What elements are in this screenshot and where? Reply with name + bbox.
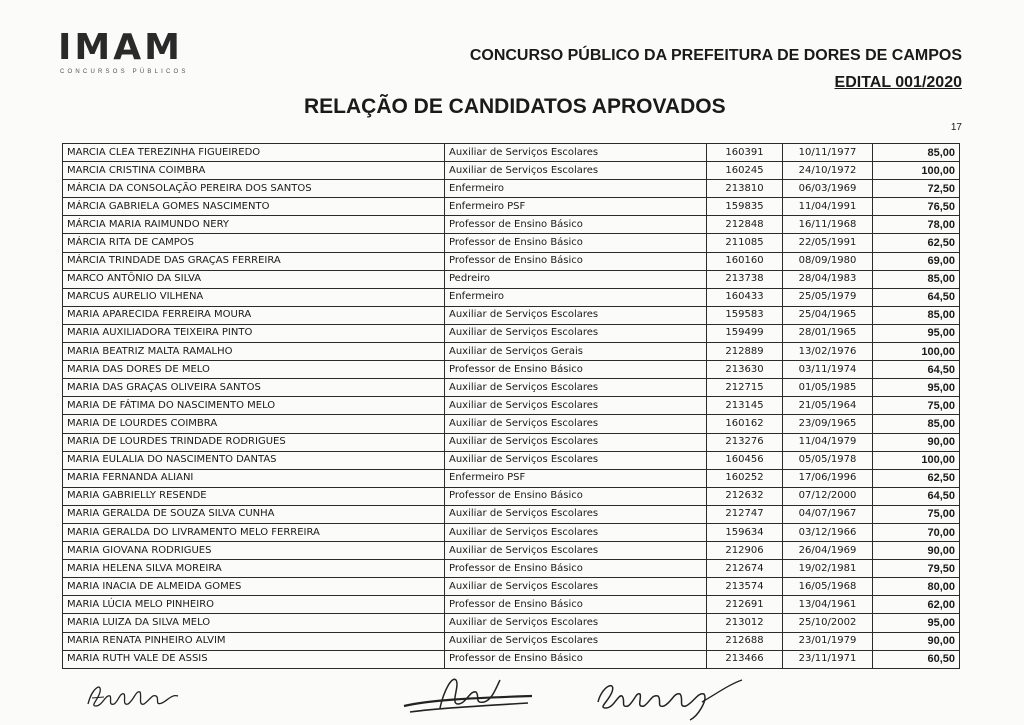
candidate-score: 100,00: [873, 451, 960, 469]
candidate-role: Auxiliar de Serviços Gerais: [445, 343, 707, 361]
candidate-birthdate: 28/01/1965: [783, 324, 873, 342]
table-row: [63, 469, 960, 487]
candidate-name: MARIA DAS DORES DE MELO: [63, 361, 445, 379]
table-row: [63, 162, 960, 180]
candidate-birthdate: 01/05/1985: [783, 379, 873, 397]
candidate-birthdate: 13/04/1961: [783, 596, 873, 614]
logo-subtitle: CONCURSOS PÚBLICOS: [60, 69, 189, 75]
candidate-name: MARIA LÚCIA MELO PINHEIRO: [63, 596, 445, 614]
candidate-score: 69,00: [873, 252, 960, 270]
edital-number: EDITAL 001/2020: [834, 74, 962, 91]
candidate-name: MARCIA CRISTINA COIMBRA: [63, 162, 445, 180]
candidate-inscription: 160245: [707, 162, 783, 180]
candidate-name: MÁRCIA GABRIELA GOMES NASCIMENTO: [63, 198, 445, 216]
table-row: [63, 542, 960, 560]
candidate-birthdate: 25/05/1979: [783, 288, 873, 306]
candidate-birthdate: 16/05/1968: [783, 578, 873, 596]
table-row: [63, 397, 960, 415]
candidate-role: Auxiliar de Serviços Escolares: [445, 542, 707, 560]
table-row: [63, 433, 960, 451]
candidate-birthdate: 06/03/1969: [783, 180, 873, 198]
table-row: [63, 144, 960, 162]
candidate-score: 90,00: [873, 632, 960, 650]
candidate-role: Enfermeiro PSF: [445, 198, 707, 216]
candidate-name: MARIA HELENA SILVA MOREIRA: [63, 560, 445, 578]
candidate-name: MARIA INACIA DE ALMEIDA GOMES: [63, 578, 445, 596]
candidate-inscription: 213466: [707, 650, 783, 668]
candidate-role: Auxiliar de Serviços Escolares: [445, 397, 707, 415]
candidate-name: MARIA APARECIDA FERREIRA MOURA: [63, 306, 445, 324]
candidate-birthdate: 26/04/1969: [783, 542, 873, 560]
candidate-name: MARIA GIOVANA RODRIGUES: [63, 542, 445, 560]
candidate-inscription: 159583: [707, 306, 783, 324]
table-row: [63, 650, 960, 668]
table-row: [63, 180, 960, 198]
candidate-role: Professor de Ensino Básico: [445, 216, 707, 234]
candidate-name: MARIA DE FÁTIMA DO NASCIMENTO MELO: [63, 397, 445, 415]
candidate-score: 85,00: [873, 144, 960, 162]
candidate-birthdate: 04/07/1967: [783, 505, 873, 523]
page-number: 17: [950, 122, 962, 133]
candidate-name: MARCIA CLEA TEREZINHA FIGUEIREDO: [63, 144, 445, 162]
candidate-inscription: 213738: [707, 270, 783, 288]
table-body: [63, 144, 960, 669]
candidate-inscription: 159835: [707, 198, 783, 216]
candidate-score: 62,50: [873, 469, 960, 487]
candidate-inscription: 160433: [707, 288, 783, 306]
candidate-inscription: 212848: [707, 216, 783, 234]
candidate-role: Professor de Ensino Básico: [445, 252, 707, 270]
candidate-inscription: 160456: [707, 451, 783, 469]
candidate-name: MARIA DAS GRAÇAS OLIVEIRA SANTOS: [63, 379, 445, 397]
candidate-role: Auxiliar de Serviços Escolares: [445, 162, 707, 180]
table-row: [63, 614, 960, 632]
candidate-inscription: 212906: [707, 542, 783, 560]
candidate-inscription: 212889: [707, 343, 783, 361]
table-row: [63, 198, 960, 216]
candidate-name: MARCO ANTÔNIO DA SILVA: [63, 270, 445, 288]
candidate-score: 95,00: [873, 614, 960, 632]
candidate-score: 62,50: [873, 234, 960, 252]
contest-title: CONCURSO PÚBLICO DA PREFEITURA DE DORES DE CAMPOS: [469, 47, 962, 64]
candidate-birthdate: 21/05/1964: [783, 397, 873, 415]
candidate-role: Pedreiro: [445, 270, 707, 288]
candidate-name: MARIA AUXILIADORA TEIXEIRA PINTO: [63, 324, 445, 342]
candidate-birthdate: 03/11/1974: [783, 361, 873, 379]
table-row: [63, 451, 960, 469]
candidate-role: Auxiliar de Serviços Escolares: [445, 505, 707, 523]
candidate-role: Auxiliar de Serviços Escolares: [445, 144, 707, 162]
candidate-score: 85,00: [873, 306, 960, 324]
candidate-role: Professor de Ensino Básico: [445, 234, 707, 252]
candidate-inscription: 160162: [707, 415, 783, 433]
candidate-role: Enfermeiro: [445, 180, 707, 198]
candidate-inscription: 213810: [707, 180, 783, 198]
candidate-birthdate: 11/04/1979: [783, 433, 873, 451]
candidate-role: Professor de Ensino Básico: [445, 596, 707, 614]
candidate-score: 62,00: [873, 596, 960, 614]
candidate-name: MARIA LUIZA DA SILVA MELO: [63, 614, 445, 632]
candidate-birthdate: 10/11/1977: [783, 144, 873, 162]
candidate-score: 95,00: [873, 324, 960, 342]
candidate-birthdate: 05/05/1978: [783, 451, 873, 469]
candidate-score: 70,00: [873, 523, 960, 541]
candidate-inscription: 212632: [707, 487, 783, 505]
candidate-inscription: 212691: [707, 596, 783, 614]
candidate-birthdate: 17/06/1996: [783, 469, 873, 487]
candidate-name: MARIA FERNANDA ALIANI: [63, 469, 445, 487]
signature-right: [590, 672, 760, 724]
candidate-birthdate: 11/04/1991: [783, 198, 873, 216]
candidate-role: Professor de Ensino Básico: [445, 361, 707, 379]
candidate-role: Auxiliar de Serviços Escolares: [445, 324, 707, 342]
candidate-inscription: 213145: [707, 397, 783, 415]
table-row: [63, 505, 960, 523]
candidate-role: Auxiliar de Serviços Escolares: [445, 306, 707, 324]
candidate-score: 80,00: [873, 578, 960, 596]
table-row: [63, 252, 960, 270]
candidate-score: 76,50: [873, 198, 960, 216]
logo-wordmark: IMAM: [58, 27, 183, 68]
table-row: [63, 487, 960, 505]
page-title: RELAÇÃO DE CANDIDATOS APROVADOS: [304, 95, 726, 118]
approved-candidates-table: [62, 143, 960, 669]
candidate-role: Enfermeiro: [445, 288, 707, 306]
candidate-score: 75,00: [873, 505, 960, 523]
table-row: [63, 234, 960, 252]
table-row: [63, 578, 960, 596]
candidate-role: Auxiliar de Serviços Escolares: [445, 614, 707, 632]
candidate-name: MÁRCIA DA CONSOLAÇÃO PEREIRA DOS SANTOS: [63, 180, 445, 198]
candidate-birthdate: 28/04/1983: [783, 270, 873, 288]
candidate-birthdate: 19/02/1981: [783, 560, 873, 578]
table-row: [63, 523, 960, 541]
candidate-name: MARIA GERALDA DO LIVRAMENTO MELO FERREIRA: [63, 523, 445, 541]
candidate-name: MÁRCIA TRINDADE DAS GRAÇAS FERREIRA: [63, 252, 445, 270]
candidate-score: 90,00: [873, 433, 960, 451]
candidate-role: Auxiliar de Serviços Escolares: [445, 415, 707, 433]
candidate-score: 75,00: [873, 397, 960, 415]
table-row: [63, 216, 960, 234]
table-row: [63, 415, 960, 433]
candidate-inscription: 212747: [707, 505, 783, 523]
candidate-birthdate: 16/11/1968: [783, 216, 873, 234]
table-row: [63, 596, 960, 614]
table-row: [63, 306, 960, 324]
candidate-name: MARIA EULALIA DO NASCIMENTO DANTAS: [63, 451, 445, 469]
candidate-score: 79,50: [873, 560, 960, 578]
candidate-score: 100,00: [873, 343, 960, 361]
candidate-score: 95,00: [873, 379, 960, 397]
table-row: [63, 560, 960, 578]
candidate-score: 85,00: [873, 415, 960, 433]
candidate-role: Auxiliar de Serviços Escolares: [445, 433, 707, 451]
candidate-name: MÁRCIA RITA DE CAMPOS: [63, 234, 445, 252]
candidate-score: 90,00: [873, 542, 960, 560]
candidate-role: Auxiliar de Serviços Escolares: [445, 523, 707, 541]
candidate-inscription: 213276: [707, 433, 783, 451]
table-row: [63, 324, 960, 342]
candidate-name: MÁRCIA MARIA RAIMUNDO NERY: [63, 216, 445, 234]
candidate-score: 100,00: [873, 162, 960, 180]
candidate-name: MARIA GABRIELLY RESENDE: [63, 487, 445, 505]
candidate-score: 60,50: [873, 650, 960, 668]
candidate-inscription: 212688: [707, 632, 783, 650]
candidate-score: 85,00: [873, 270, 960, 288]
imam-logo: [58, 27, 189, 75]
candidate-role: Auxiliar de Serviços Escolares: [445, 632, 707, 650]
candidate-role: Auxiliar de Serviços Escolares: [445, 578, 707, 596]
candidate-birthdate: 23/09/1965: [783, 415, 873, 433]
candidate-birthdate: 25/10/2002: [783, 614, 873, 632]
signature-center: [400, 670, 540, 720]
candidate-score: 64,50: [873, 288, 960, 306]
candidate-birthdate: 22/05/1991: [783, 234, 873, 252]
candidate-name: MARCUS AURELIO VILHENA: [63, 288, 445, 306]
table-row: [63, 379, 960, 397]
candidate-inscription: 160252: [707, 469, 783, 487]
candidate-role: Enfermeiro PSF: [445, 469, 707, 487]
table-row: [63, 632, 960, 650]
signature-left: [82, 676, 192, 716]
candidate-score: 64,50: [873, 487, 960, 505]
candidate-name: MARIA RUTH VALE DE ASSIS: [63, 650, 445, 668]
candidate-score: 64,50: [873, 361, 960, 379]
candidate-birthdate: 23/01/1979: [783, 632, 873, 650]
candidate-inscription: 211085: [707, 234, 783, 252]
candidate-role: Professor de Ensino Básico: [445, 560, 707, 578]
candidate-inscription: 212674: [707, 560, 783, 578]
candidate-inscription: 213574: [707, 578, 783, 596]
table-row: [63, 270, 960, 288]
table-row: [63, 343, 960, 361]
candidate-birthdate: 13/02/1976: [783, 343, 873, 361]
table-row: [63, 288, 960, 306]
candidate-score: 72,50: [873, 180, 960, 198]
candidate-inscription: 213012: [707, 614, 783, 632]
candidate-inscription: 160160: [707, 252, 783, 270]
candidate-birthdate: 03/12/1966: [783, 523, 873, 541]
candidate-role: Professor de Ensino Básico: [445, 487, 707, 505]
candidate-name: MARIA DE LOURDES COIMBRA: [63, 415, 445, 433]
candidate-inscription: 159634: [707, 523, 783, 541]
candidate-role: Auxiliar de Serviços Escolares: [445, 451, 707, 469]
candidate-role: Professor de Ensino Básico: [445, 650, 707, 668]
candidate-inscription: 159499: [707, 324, 783, 342]
candidate-birthdate: 07/12/2000: [783, 487, 873, 505]
candidate-name: MARIA DE LOURDES TRINDADE RODRIGUES: [63, 433, 445, 451]
signatures-area: [60, 668, 960, 725]
candidate-inscription: 213630: [707, 361, 783, 379]
candidate-birthdate: 25/04/1965: [783, 306, 873, 324]
candidate-inscription: 160391: [707, 144, 783, 162]
candidate-name: MARIA GERALDA DE SOUZA SILVA CUNHA: [63, 505, 445, 523]
candidate-name: MARIA RENATA PINHEIRO ALVIM: [63, 632, 445, 650]
table-row: [63, 361, 960, 379]
candidate-role: Auxiliar de Serviços Escolares: [445, 379, 707, 397]
candidate-name: MARIA BEATRIZ MALTA RAMALHO: [63, 343, 445, 361]
candidate-inscription: 212715: [707, 379, 783, 397]
candidate-score: 78,00: [873, 216, 960, 234]
candidate-birthdate: 08/09/1980: [783, 252, 873, 270]
candidate-birthdate: 24/10/1972: [783, 162, 873, 180]
candidate-birthdate: 23/11/1971: [783, 650, 873, 668]
